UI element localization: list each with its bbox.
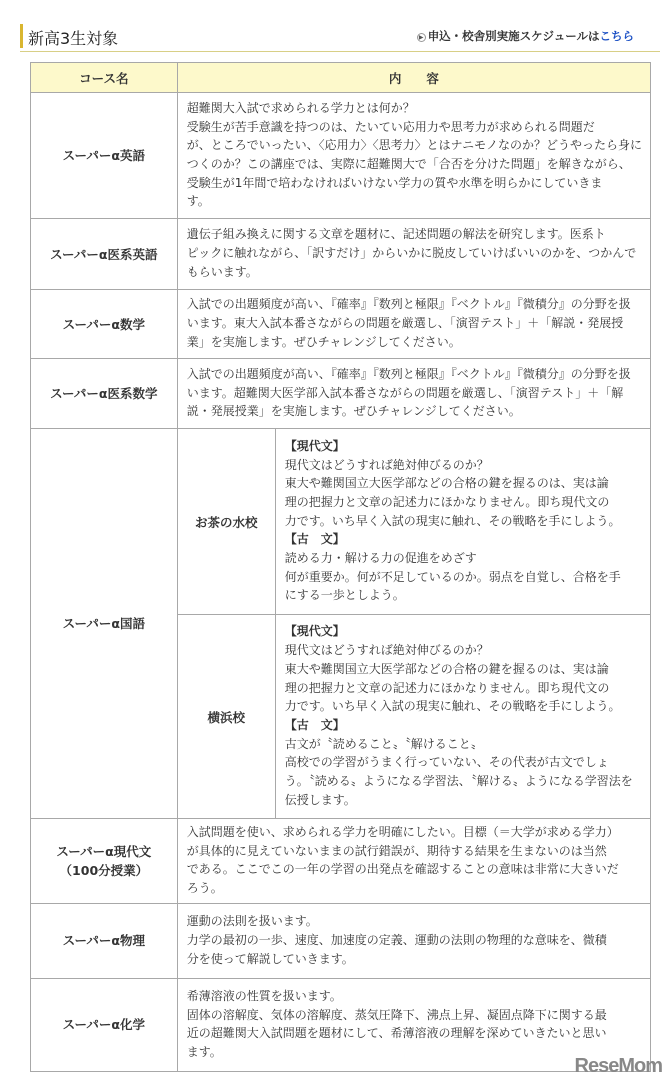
text-line: ピックに触れながら、「訳すだけ」からいかに脱皮していけばいいのかを、つかんで — [186, 246, 637, 261]
table-row — [31, 359, 651, 429]
section-label: 【現代文】 — [284, 624, 345, 639]
text-line: 古文が〝読めること〟〝解けること〟 — [284, 736, 483, 751]
resemom-watermark-logo: ReseMom — [574, 1055, 662, 1077]
course-name: スーパーα物理 — [31, 903, 178, 978]
campus-name: お茶の水校 — [177, 429, 275, 615]
text-line: 受験生が1年間で培わなければいけない学力の質や水準を明らかにしていきま — [186, 175, 603, 190]
text-line: 分を使って解説していきます。 — [186, 951, 354, 966]
course-name — [31, 819, 178, 904]
course-description — [177, 219, 650, 290]
text-line: つくのか？この講座では、実際に超難関大で「合否を分けた問題」を解きながら、 — [186, 157, 631, 171]
text-line: 理の把握力と文章の記述力にほかなりません。即ち現代文の — [284, 680, 610, 695]
table-row — [31, 290, 651, 359]
text-line: 入試問題を使い、求められる学力を明確にしたい。目標（＝大学が求める学力） — [186, 825, 619, 839]
course-name: スーパーα医系英語 — [31, 219, 178, 290]
section-heading — [20, 22, 660, 52]
text-line: にする一歩としよう。 — [284, 588, 405, 603]
table-row — [31, 978, 651, 1071]
text-line: 近の超難関大入試問題を題材にして、希薄溶液の理解を深めていきたいと思い — [186, 1026, 607, 1041]
schedule-link[interactable]: こちら — [599, 29, 634, 43]
course-name-main: スーパーα現代文 — [56, 843, 152, 859]
course-name-note: （100分授業） — [59, 862, 149, 878]
table-row — [31, 903, 651, 978]
text-line: 入試での出題頻度が高い、『確率』『数列と極限』『ベクトル』『微積分』の分野を扱 — [186, 297, 631, 312]
text-line: 業」を実施します。ぜひチャレンジしてください。 — [186, 334, 461, 349]
course-name: スーパーα数学 — [31, 290, 178, 359]
text-line: である。ここでこの一年の学習の出発点を確認することの意味は非常に大きいだ — [186, 862, 619, 877]
course-description — [177, 819, 650, 904]
schedule-link-prefix: 申込・校舎別実施スケジュールは — [427, 29, 600, 43]
text-line: もらいます。 — [186, 264, 258, 279]
text-line: 東大や難関国立大医学部などの合格の鍵を握るのは、実は論 — [284, 476, 609, 491]
text-line: 高校での学習がうまく行っていない、その代表が古文でしょ — [284, 755, 609, 770]
campus-description — [275, 615, 650, 819]
section-label: 【古 文】 — [284, 718, 345, 732]
text-line: 希薄溶液の性質を扱います。 — [186, 988, 342, 1003]
course-name: スーパーα英語 — [31, 93, 178, 219]
text-line: 伝授します。 — [284, 792, 356, 807]
text-line: ろう。 — [186, 881, 223, 896]
text-line: 何が重要か。何が不足しているのか。弱点を自覚し、合格を手 — [284, 569, 621, 584]
section-label: 【現代文】 — [284, 438, 345, 453]
course-description — [177, 359, 650, 429]
course-name: スーパーα医系数学 — [31, 359, 178, 429]
table-row — [31, 219, 651, 290]
text-line: 受験生が苦手意識を持つのは、たいてい応用力や思考力が求められる問題だ — [186, 119, 595, 134]
text-line: 力です。いち早く入試の現実に触れ、その戦略を手にしよう。 — [284, 699, 621, 714]
header-content: 内 容 — [177, 63, 650, 93]
text-line: います。超難関大医学部入試本番さながらの問題を厳選し、「演習テスト」＋「解 — [186, 385, 624, 400]
text-line: 力学の最初の一歩、速度、加速度の定義、運動の法則の物理的な意味を、微積 — [186, 932, 607, 947]
text-line: 力です。いち早く入試の現実に触れ、その戦略を手にしよう。 — [284, 513, 621, 528]
text-line: 超難関大入試で求められる学力とは何か？ — [186, 100, 415, 115]
text-line: 入試での出題頻度が高い、『確率』『数列と極限』『ベクトル』『微積分』の分野を扱 — [186, 366, 631, 381]
table-row — [31, 819, 651, 904]
text-line: 遺伝子組み換えに関する文章を題材に、記述問題の解法を研究します。医系ト — [186, 227, 606, 242]
arrow-circle-icon: ▶ — [417, 33, 426, 42]
campus-description — [275, 429, 650, 615]
text-line: う。〝読める〟ようになる学習法、〝解ける〟ようになる学習法を — [284, 774, 633, 789]
heading-accent-bar — [20, 24, 23, 48]
text-line: 東大や難関国立大医学部などの合格の鍵を握るのは、実は論 — [284, 661, 609, 676]
text-line: 運動の法則を扱います。 — [186, 914, 318, 929]
text-line: が、ところでいったい、〈応用力〉〈思考力〉とはナニモノなのか？どうやったら身に — [186, 138, 642, 153]
text-line: が具体的に見えていないままの試行錯誤が、期待する結果を生まないのは当然 — [186, 843, 607, 858]
text-line: す。 — [186, 194, 210, 209]
campus-name: 横浜校 — [177, 615, 275, 819]
section-title: 新高3生対象 — [28, 29, 119, 48]
course-name: スーパーα国語 — [31, 429, 178, 819]
table-header-row — [31, 63, 651, 93]
text-line: 説・発展授業」を実施します。ぜひチャレンジしてください。 — [186, 404, 521, 419]
text-line: います。東大入試本番さながらの問題を厳選し、「演習テスト」＋「解説・発展授 — [186, 316, 624, 331]
text-line: 現代文はどうすれば絶対伸びるのか？ — [284, 643, 489, 658]
schedule-link-line — [417, 28, 634, 44]
course-table — [30, 62, 651, 1072]
text-line: 固体の溶解度、気体の溶解度、蒸気圧降下、沸点上昇、凝固点降下に関する最 — [186, 1007, 607, 1022]
text-line: 理の把握力と文章の記述力にほかなりません。即ち現代文の — [284, 494, 610, 509]
text-line: 現代文はどうすれば絶対伸びるのか？ — [284, 457, 489, 472]
course-description — [177, 93, 650, 219]
course-name: スーパーα化学 — [31, 978, 178, 1071]
table-row — [31, 93, 651, 219]
table-row — [31, 429, 651, 615]
header-course-name: コース名 — [31, 63, 178, 93]
section-label: 【古 文】 — [284, 532, 345, 547]
text-line: ます。 — [186, 1045, 222, 1060]
course-description — [177, 290, 650, 359]
text-line: 読める力・解ける力の促進をめざす — [284, 551, 477, 566]
course-description — [177, 903, 650, 978]
